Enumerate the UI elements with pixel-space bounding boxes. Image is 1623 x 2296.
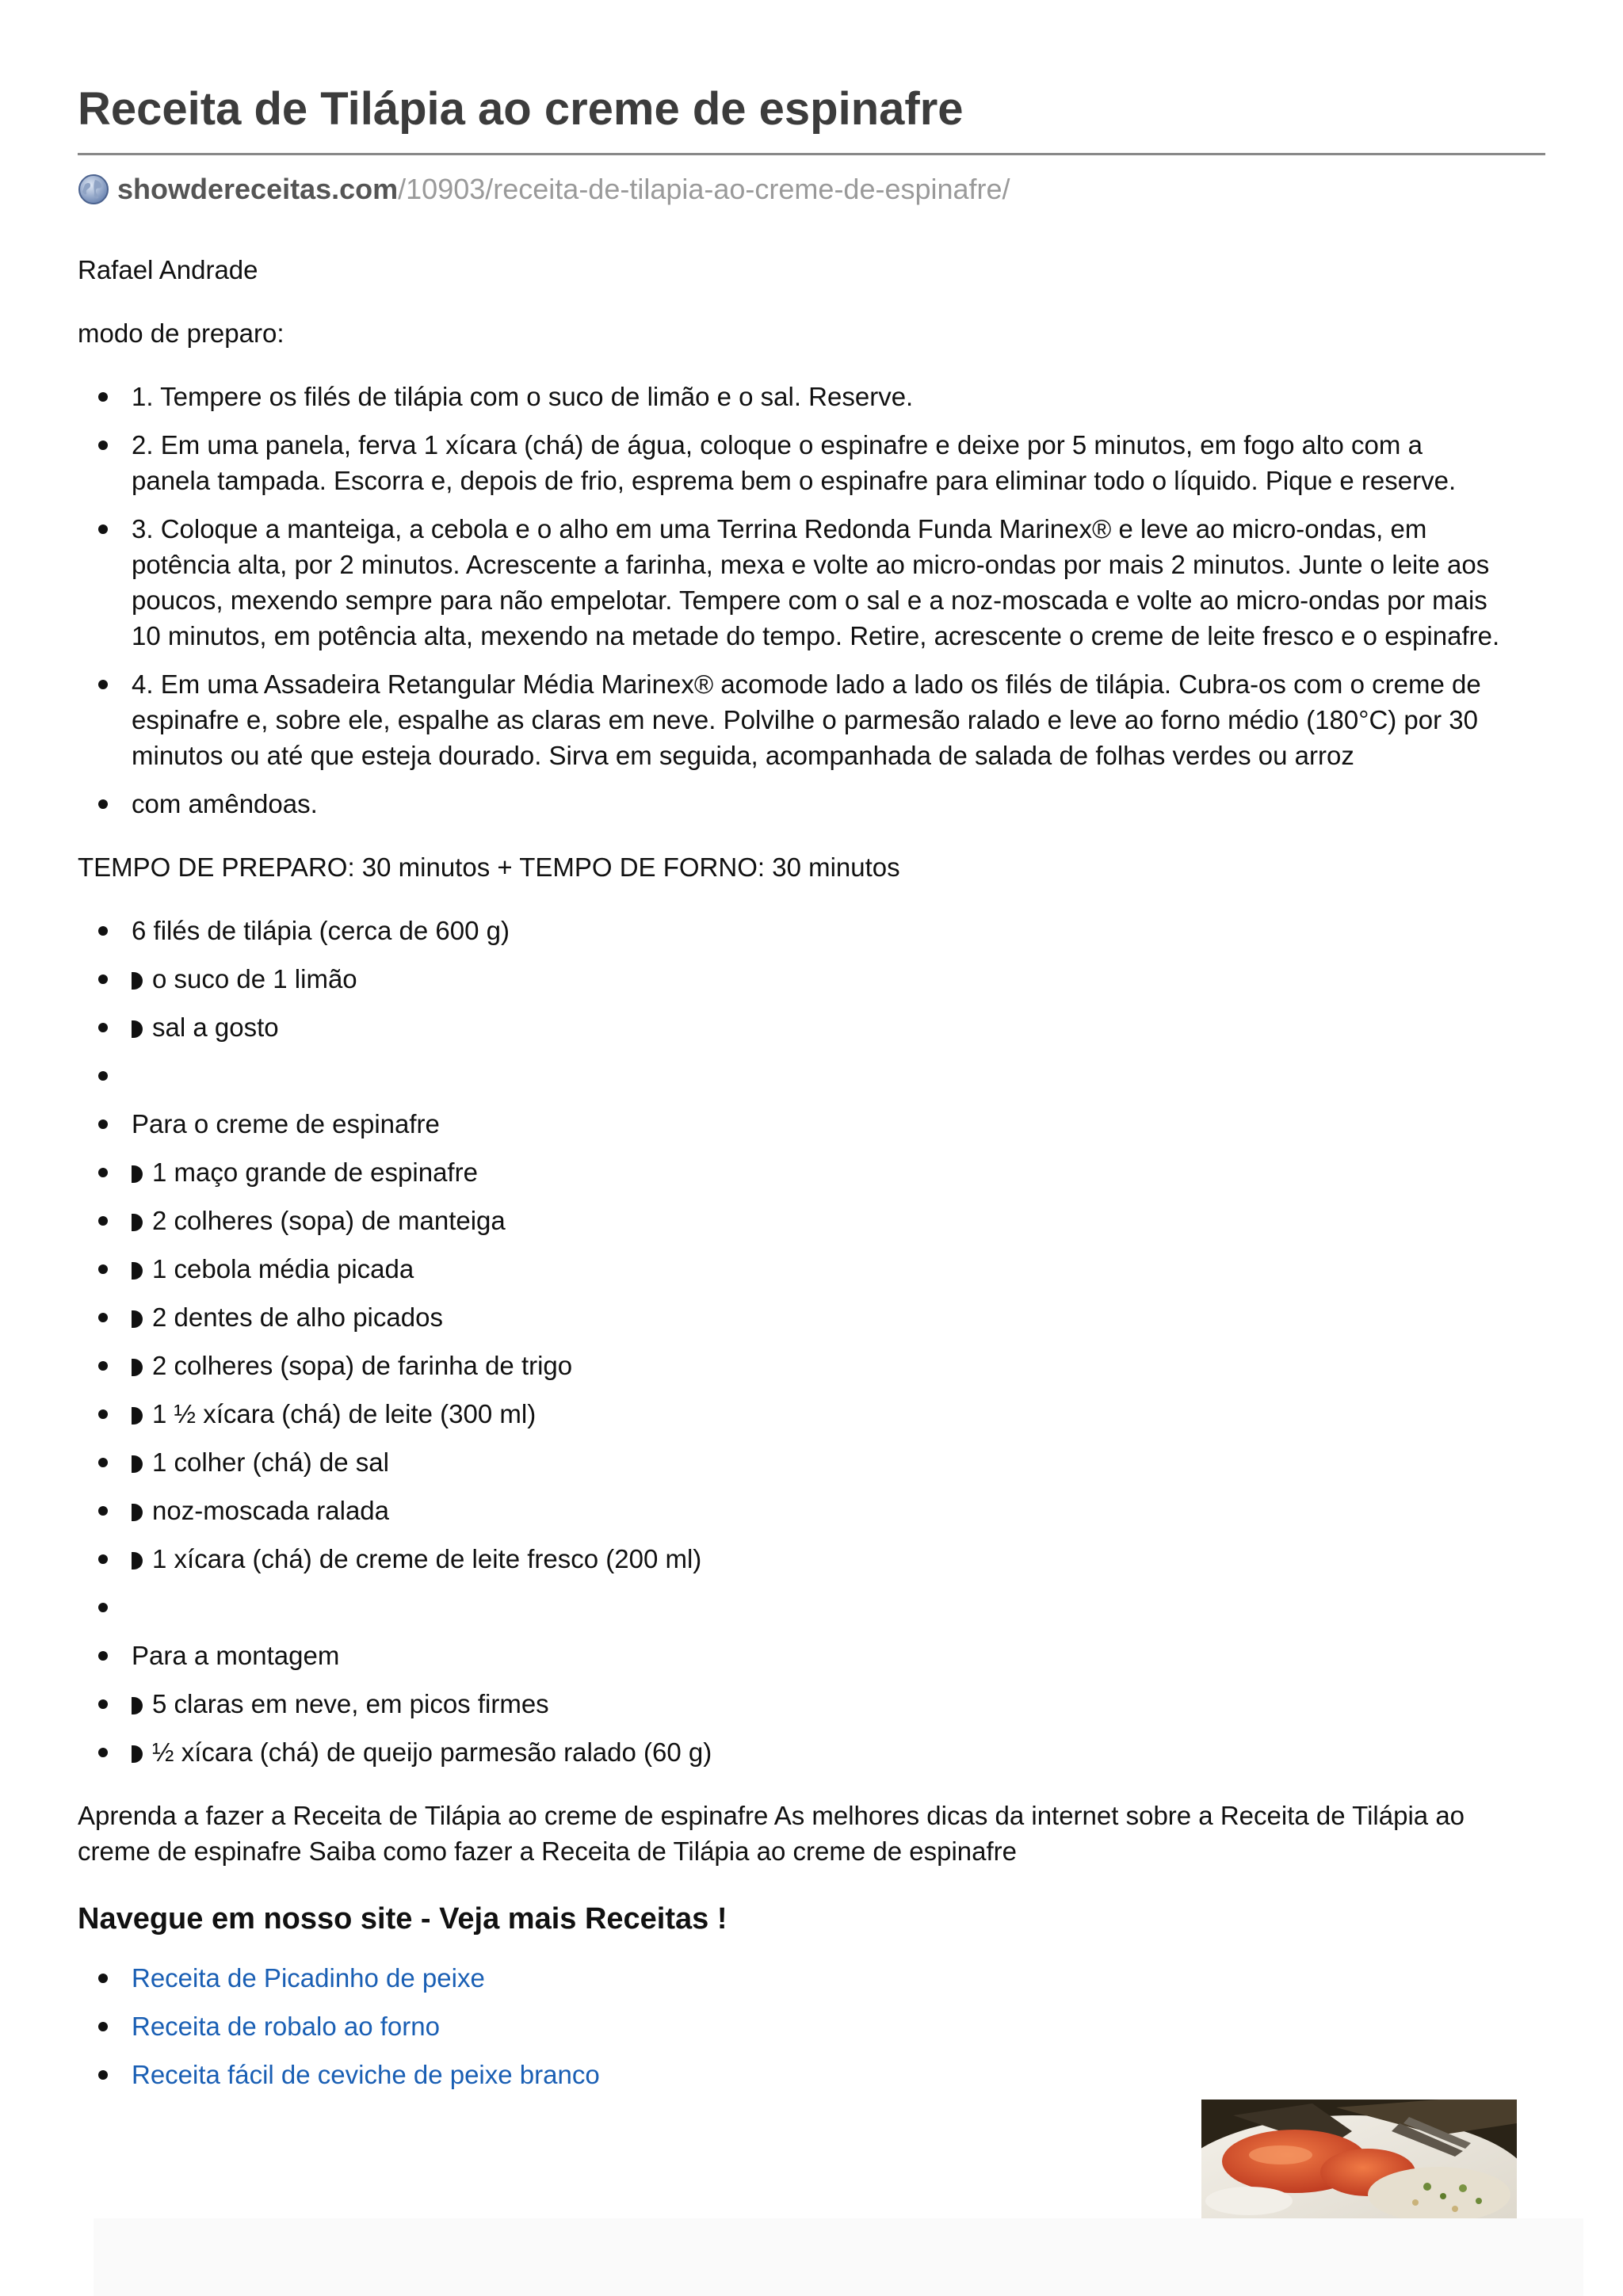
- step-item: 4. Em uma Assadeira Retangular Média Marinex® acomode lado a lado os filés de tilápia. Cubra-os com o creme de espinafre e, sobre ele, espalhe as claras em neve. Polvilhe o parmesão ralado e leve ao forno médio (180°C) por 30 minutos ou até que esteja dourado. Sirva em seguida, acompanhada de salada de folhas verdes ou arroz: [78, 666, 1504, 773]
- timing: TEMPO DE PREPARO: 30 minutos + TEMPO DE FORNO: 30 minutos: [78, 852, 900, 882]
- related-link-item: [78, 1960, 1504, 1996]
- ingredient-text: 1 maço grande de espinafre: [152, 1158, 478, 1187]
- ingredient-text: 5 claras em neve, em picos firmes: [152, 1689, 549, 1718]
- title-divider: [78, 153, 1545, 155]
- ingredient-item: [78, 1203, 1504, 1238]
- recipe-thumbnail[interactable]: [1201, 2100, 1517, 2218]
- ingredient-item: [78, 1541, 1504, 1577]
- related-links: [78, 1960, 1504, 2092]
- related-link[interactable]: Receita de robalo ao forno: [132, 2012, 440, 2041]
- source-url[interactable]: [78, 170, 1010, 208]
- related-link[interactable]: Receita de Picadinho de peixe: [132, 1963, 485, 1993]
- half-circle-bullet-icon: [132, 1697, 143, 1714]
- ingredient-text: 1 colher (chá) de sal: [152, 1447, 389, 1477]
- ingredient-item: [78, 913, 1504, 948]
- ingredient-text: 1 cebola média picada: [152, 1254, 414, 1283]
- ingredient-text: ½ xícara (chá) de queijo parmesão ralado (60 g): [152, 1737, 712, 1767]
- half-circle-bullet-icon: [132, 1165, 143, 1183]
- recipe-body: [78, 252, 1504, 2120]
- related-link-item: [78, 2057, 1504, 2092]
- half-circle-bullet-icon: [132, 1310, 143, 1328]
- ingredient-item: [78, 1058, 1504, 1093]
- ingredient-text: sal a gosto: [152, 1013, 279, 1042]
- ingredient-text: o suco de 1 limão: [152, 964, 357, 994]
- related-link[interactable]: Receita fácil de ceviche de peixe branco: [132, 2060, 600, 2089]
- half-circle-bullet-icon: [132, 972, 143, 990]
- half-circle-bullet-icon: [132, 1552, 143, 1569]
- page-title: Receita de Tilápia ao creme de espinafre: [78, 83, 964, 135]
- source-path: /10903/receita-de-tilapia-ao-creme-de-espinafre/: [398, 173, 1010, 205]
- author: Rafael Andrade: [78, 255, 258, 284]
- steps-list: [78, 379, 1504, 822]
- half-circle-bullet-icon: [132, 1262, 143, 1280]
- ingredient-item: [78, 1589, 1504, 1625]
- source-domain: showdereceitas.com: [117, 173, 399, 205]
- ingredient-text: Para a montagem: [132, 1641, 340, 1670]
- half-circle-bullet-icon: [132, 1214, 143, 1231]
- ingredient-item: [78, 1638, 1504, 1673]
- step-item: 2. Em uma panela, ferva 1 xícara (chá) de água, coloque o espinafre e deixe por 5 minutos, em fogo alto com a panela tampada. Escorra e, depois de frio, esprema bem o espinafre para eliminar todo o líquido. Pique e reserve.: [78, 427, 1504, 498]
- ingredient-item: [78, 1686, 1504, 1722]
- half-circle-bullet-icon: [132, 1745, 143, 1763]
- ingredient-text: 2 colheres (sopa) de manteiga: [152, 1206, 506, 1235]
- navigate-heading: Navegue em nosso site - Veja mais Receitas !: [78, 1902, 727, 1936]
- ingredient-text: 1 ½ xícara (chá) de leite (300 ml): [152, 1399, 537, 1428]
- related-link-item: [78, 2008, 1504, 2044]
- ingredient-text: 2 dentes de alho picados: [152, 1302, 443, 1332]
- half-circle-bullet-icon: [132, 1020, 143, 1038]
- ingredient-item: [78, 1009, 1504, 1045]
- ingredient-item: [78, 1734, 1504, 1770]
- ingredient-item: [78, 961, 1504, 997]
- step-item: 3. Coloque a manteiga, a cebola e o alho em uma Terrina Redonda Funda Marinex® e leve ao micro-ondas, em potência alta, por 2 minutos. Acrescente a farinha, mexa e volte ao micro-ondas por mais 2 minutos. Junte o leite aos poucos, mexendo sempre para não empelotar. Tempere com o sal e a noz-moscada e volte ao micro-ondas por mais 10 minutos, em potência alta, mexendo na metade do tempo. Retire, acrescente o creme de leite fresco e o espinafre.: [78, 511, 1504, 654]
- globe-icon: [78, 174, 109, 205]
- half-circle-bullet-icon: [132, 1455, 143, 1473]
- ingredient-item: [78, 1493, 1504, 1528]
- ingredient-item: [78, 1251, 1504, 1287]
- half-circle-bullet-icon: [132, 1504, 143, 1521]
- step-item: 1. Tempere os filés de tilápia com o suco de limão e o sal. Reserve.: [78, 379, 1504, 414]
- summary: Aprenda a fazer a Receita de Tilápia ao creme de espinafre As melhores dicas da internet sobre a Receita de Tilápia ao creme de espinafre Saiba como fazer a Receita de Tilápia ao creme de espinafre: [78, 1801, 1465, 1866]
- ingredient-item: [78, 1396, 1504, 1432]
- half-circle-bullet-icon: [132, 1407, 143, 1425]
- method-label: modo de preparo:: [78, 318, 285, 348]
- ingredient-text: 2 colheres (sopa) de farinha de trigo: [152, 1351, 573, 1380]
- footer-shade: [94, 2218, 1583, 2296]
- ingredient-text: 6 filés de tilápia (cerca de 600 g): [132, 916, 510, 945]
- ingredient-item: [78, 1348, 1504, 1383]
- ingredient-item: [78, 1444, 1504, 1480]
- ingredient-text: noz-moscada ralada: [152, 1496, 389, 1525]
- half-circle-bullet-icon: [132, 1359, 143, 1376]
- ingredient-text: 1 xícara (chá) de creme de leite fresco (200 ml): [152, 1544, 702, 1573]
- ingredients-list: [78, 913, 1504, 1770]
- ingredient-item: [78, 1154, 1504, 1190]
- ingredient-item: [78, 1299, 1504, 1335]
- ingredient-text: Para o creme de espinafre: [132, 1109, 440, 1138]
- ingredient-item: [78, 1106, 1504, 1142]
- step-item: com amêndoas.: [78, 786, 1504, 822]
